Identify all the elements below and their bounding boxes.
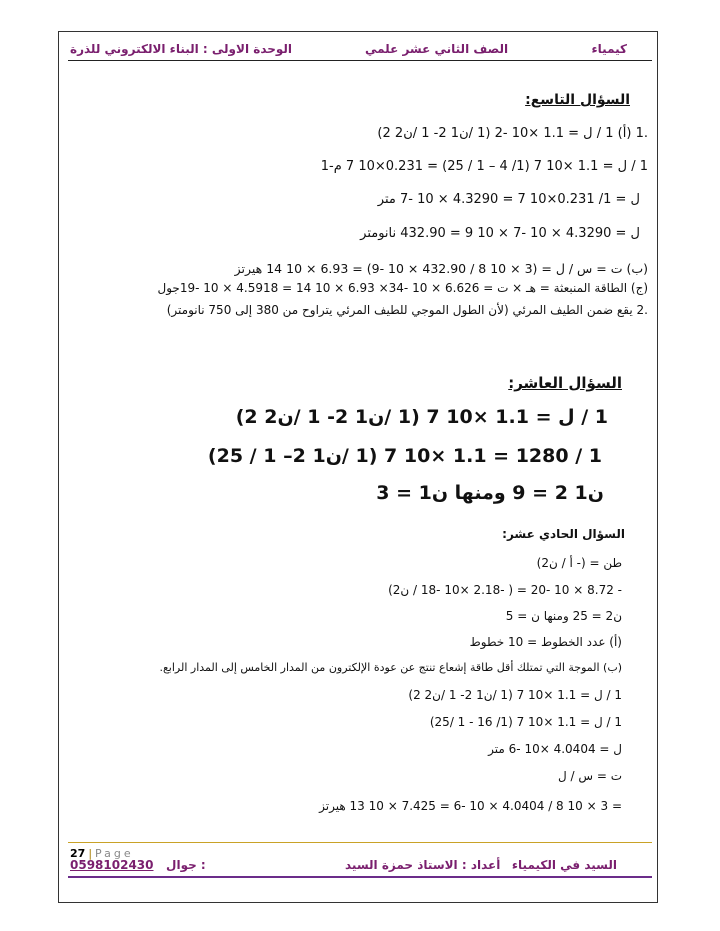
- q9-title: السؤال التاسع:: [525, 92, 630, 108]
- header-divider: [68, 60, 652, 61]
- footer-phone-block: [70, 858, 206, 872]
- page-number: 27: [70, 847, 86, 860]
- footer-phone: 0598102430: [70, 858, 154, 872]
- q10-title: السؤال العاشر:: [508, 374, 622, 392]
- q11-line-6: 1 / ل = 1.1 ×10 7 (1 /ن1 2- 1 /ن2 2): [408, 688, 622, 702]
- q9-line-6: (ج) الطاقة المنبعثة = هـ × ت = 6.626 × 10 -34× 6.93 × 10 14 = 4.5918 × 10 -19جول: [157, 281, 648, 295]
- q11-line-3: ن2 = 25 ومنها ن = 5: [505, 609, 622, 623]
- footer-phone-label: جوال :: [166, 858, 206, 872]
- footer-divider-gold: [68, 842, 652, 843]
- footer-divider-purple: [68, 876, 652, 878]
- q11-line-4: (أ) عدد الخطوط = 10 خطوط: [469, 635, 622, 649]
- q9-line-1: .1 (أ) 1 / ل = 1.1 ×10 -2 (1 /ن1 2- 1 /ن2 2): [377, 126, 648, 141]
- page-word: Page: [95, 847, 134, 860]
- q9-line-7: .2 يقع ضمن الطيف المرئي (لأن الطول الموجي للطيف المرئي يتراوح من 380 إلى 750 نانومتر): [166, 303, 648, 317]
- q11-line-8: ل = 4.0404 ×10 -6 متر: [488, 742, 622, 756]
- header-subject: كيمياء: [591, 42, 627, 56]
- q11-line-9: ت = س / ل: [557, 769, 622, 783]
- q10-line-3: ن1 2 = 9 ومنها ن1 = 3: [376, 482, 604, 504]
- footer-brand: السيد في الكيمياء: [511, 858, 617, 872]
- q11-line-10: = 3 × 10 8 / 4.0404 × 10 -6 = 7.425 × 10 13 هيرتز: [319, 799, 622, 813]
- q11-line-2: - 8.72 × 10 -20 = ( -2.18 ×10 -18 / ن2): [388, 583, 622, 597]
- q11-title: السؤال الحادي عشر:: [502, 527, 625, 541]
- q9-line-4: ل = 4.3290 × 10 -7 × 10 9 = 432.90 نانومتر: [360, 226, 640, 241]
- q11-line-5: (ب) الموجة التي تمتلك أقل طاقة إشعاع تنتج عن عودة الإلكترون من المدار الخامس إلى المدار الرابع.: [159, 661, 622, 674]
- page-number-block: 27 | Page: [70, 847, 134, 860]
- q11-line-1: طن = (- أ / ن2): [536, 556, 622, 570]
- q10-line-2: 1 / 1280 = 1.1 ×10 7 (1 /ن1 2– 1 / 25): [207, 445, 602, 467]
- q10-line-1: 1 / ل = 1.1 ×10 7 (1 /ن1 2- 1 /ن2 2): [235, 406, 608, 428]
- q9-line-2: 1 / ل = 1.1 ×10 7 (1/ 4 – 1 / 25) = 0.231×10 7 م-1: [320, 159, 648, 174]
- q11-line-7: 1 / ل = 1.1 ×10 7 (1/ 16 - 1 /25): [429, 715, 622, 729]
- header-unit: الوحدة الاولى : البناء الالكتروني للذرة: [70, 42, 293, 56]
- footer-prepared-by: أعداد : الاستاذ حمزة السيد: [345, 858, 501, 872]
- header-grade: الصف الثاني عشر علمي: [365, 42, 509, 56]
- q9-line-3: ل = 1/ 0.231×10 7 = 4.3290 × 10 -7 متر: [377, 192, 640, 207]
- q9-line-5: (ب) ت = س / ل = (3 × 10 8 / 432.90 × 10 -9) = 6.93 × 10 14 هيرتز: [234, 261, 648, 276]
